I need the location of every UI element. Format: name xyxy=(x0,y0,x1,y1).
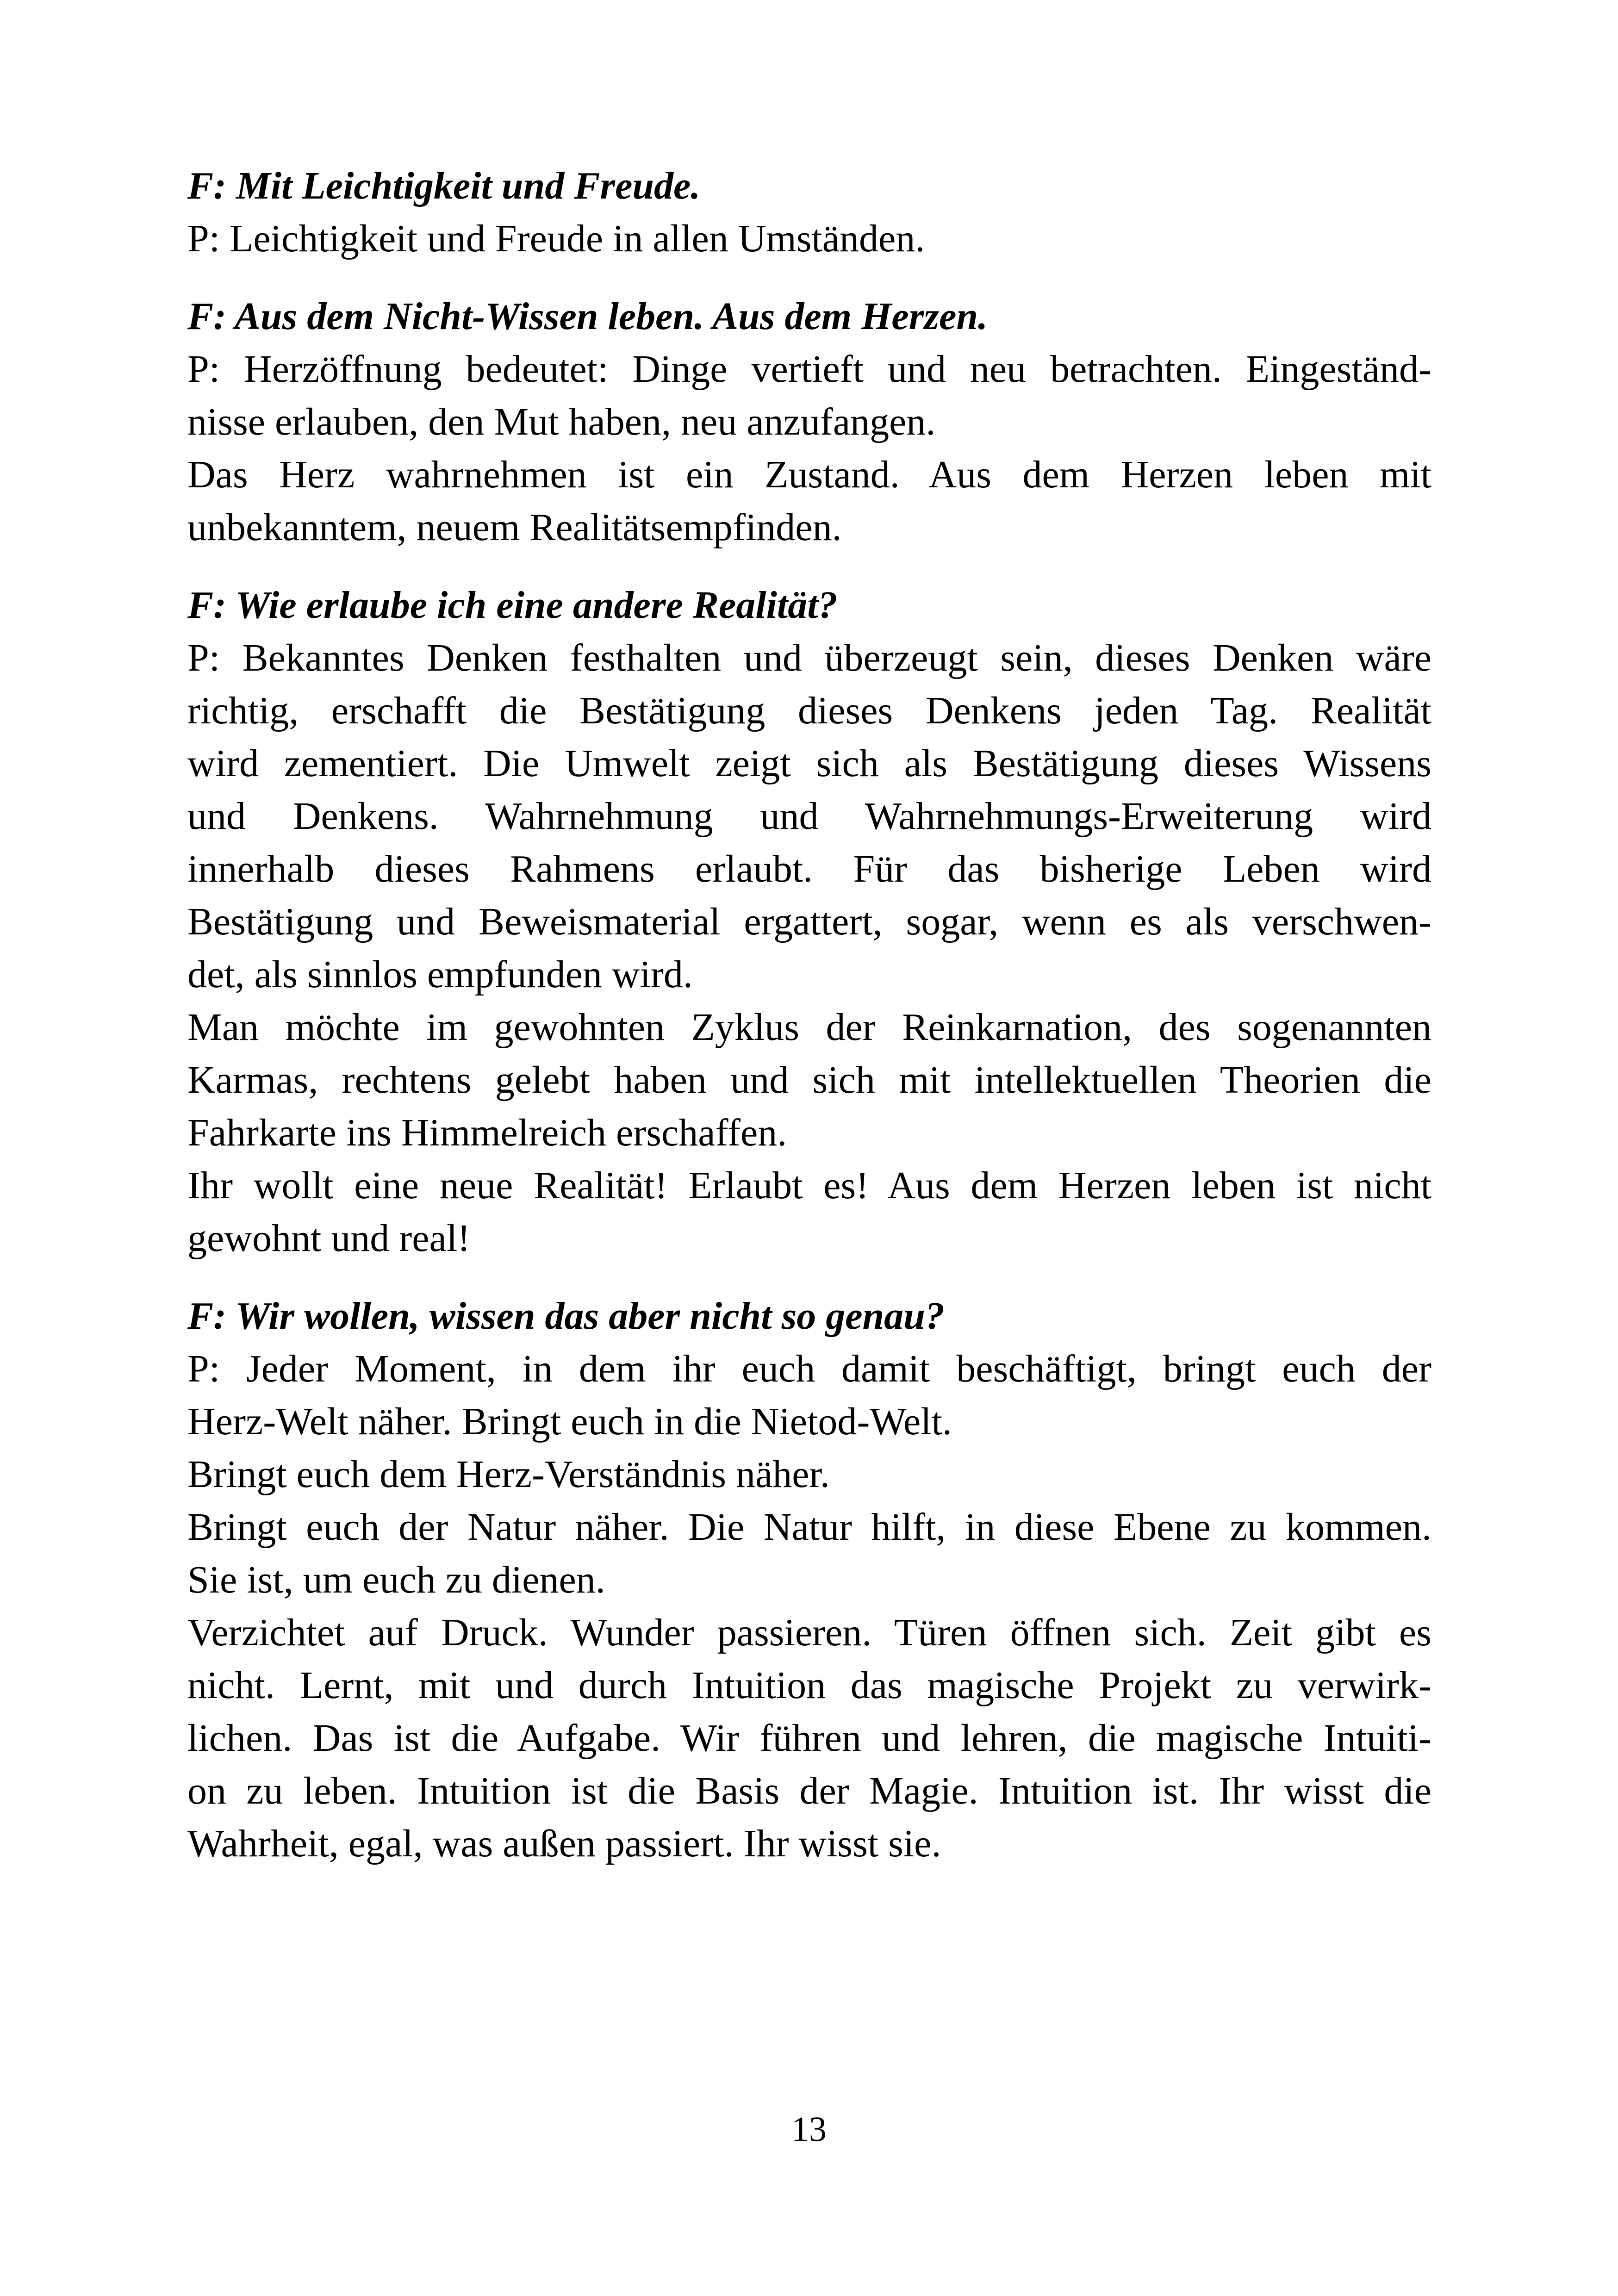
answer-line: Verzichtet auf Druck. Wunder passieren. Türen öffnen sich. Zeit gibt es xyxy=(187,1611,1431,1654)
answer-line: und Denkens. Wahrnehmung und Wahrnehmungs-Erweiterung wird xyxy=(187,795,1431,838)
qa-section-1 xyxy=(187,160,1431,265)
answer-line: nicht. Lernt, mit und durch Intuition das magische Projekt zu verwirk- xyxy=(187,1664,1431,1707)
answer-line: Wahrheit, egal, was außen passiert. Ihr wisst sie. xyxy=(187,1822,941,1865)
answer-line: Karmas, rechtens gelebt haben und sich mit intellektuellen Theorien die xyxy=(187,1058,1431,1101)
answer-line: P: Jeder Moment, in dem ihr euch damit beschäftigt, bringt euch der xyxy=(187,1347,1431,1390)
answer-line: Bringt euch dem Herz-Verständnis näher. xyxy=(187,1453,830,1496)
answer-line: Herz-Welt näher. Bringt euch in die Nietod-Welt. xyxy=(187,1400,952,1443)
answer-line: unbekanntem, neuem Realitätsempfinden. xyxy=(187,506,842,549)
answer-line: wird zementiert. Die Umwelt zeigt sich als Bestätigung dieses Wissens xyxy=(187,742,1431,785)
answer-line: det, als sinnlos empfunden wird. xyxy=(187,953,693,996)
answer-line: Das Herz wahrnehmen ist ein Zustand. Aus dem Herzen leben mit xyxy=(187,453,1431,496)
answer-line: gewohnt und real! xyxy=(187,1217,471,1260)
answer-line: lichen. Das ist die Aufgabe. Wir führen und lehren, die magische Intuiti- xyxy=(187,1717,1431,1760)
answer-line: innerhalb dieses Rahmens erlaubt. Für das bisherige Leben wird xyxy=(187,847,1431,890)
answer-line: Fahrkarte ins Himmelreich erschaffen. xyxy=(187,1111,787,1154)
answer-line: nisse erlauben, den Mut haben, neu anzufangen. xyxy=(187,400,936,443)
answer-line: on zu leben. Intuition ist die Basis der Magie. Intuition ist. Ihr wisst die xyxy=(187,1769,1431,1812)
page-number: 13 xyxy=(791,2110,827,2149)
answer-line: P: Herzöffnung bedeutet: Dinge vertieft und neu betrachten. Eingeständ- xyxy=(187,348,1431,391)
question-heading: F: Mit Leichtigkeit und Freude. xyxy=(187,164,701,207)
qa-section-3 xyxy=(187,579,1431,1265)
answer-line: Bringt euch der Natur näher. Die Natur hilft, in diese Ebene zu kommen. xyxy=(187,1506,1431,1549)
qa-section-4 xyxy=(187,1290,1431,1870)
answer-line: P: Leichtigkeit und Freude in allen Umständen. xyxy=(187,217,925,260)
question-heading: F: Wir wollen, wissen das aber nicht so genau? xyxy=(187,1294,945,1338)
answer-line: Bestätigung und Beweismaterial ergattert, sogar, wenn es als verschwen- xyxy=(187,900,1431,943)
page-body xyxy=(187,160,1431,1895)
qa-section-2 xyxy=(187,290,1431,554)
answer-line: richtig, erschafft die Bestätigung dieses Denkens jeden Tag. Realität xyxy=(187,689,1431,732)
question-heading: F: Wie erlaube ich eine andere Realität? xyxy=(187,584,838,627)
answer-line: Sie ist, um euch zu dienen. xyxy=(187,1558,605,1601)
answer-line: P: Bekanntes Denken festhalten und überzeugt sein, dieses Denken wäre xyxy=(187,636,1431,679)
question-heading: F: Aus dem Nicht-Wissen leben. Aus dem Herzen. xyxy=(187,295,988,338)
answer-line: Ihr wollt eine neue Realität! Erlaubt es! Aus dem Herzen leben ist nicht xyxy=(187,1164,1431,1207)
answer-line: Man möchte im gewohnten Zyklus der Reinkarnation, des sogenannten xyxy=(187,1006,1431,1049)
